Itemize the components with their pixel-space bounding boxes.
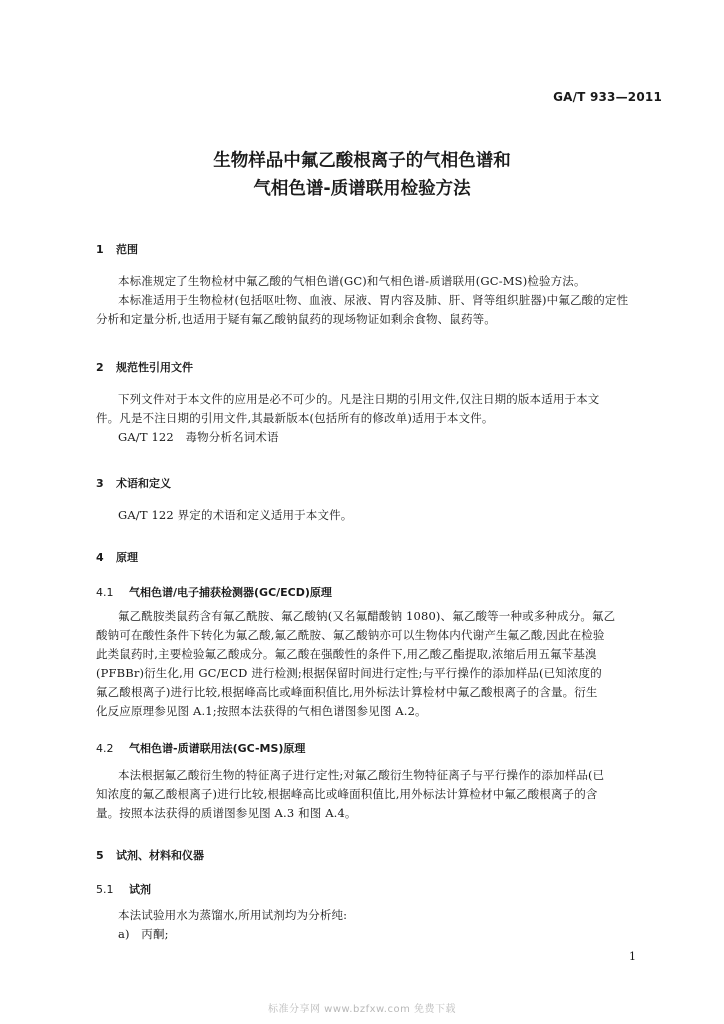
paragraph-line: 酸钠可在酸性条件下转化为氟乙酸,氟乙酰胺、氟乙酸钠亦可以生物体内代谢产生氟乙酸,因此在检验: [96, 628, 605, 642]
watermark-text: 标准分享网 www.bzfxw.com 免费下载: [268, 1004, 456, 1015]
paragraph-line: 本法试验用水为蒸馏水,所用试剂均为分析纯:: [118, 908, 348, 922]
section-4-1-body: [96, 607, 658, 721]
section-1-heading: [96, 241, 138, 257]
section-2-heading: [96, 359, 193, 375]
paragraph-line: 分析和定量分析,也适用于疑有氟乙酸钠鼠药的现场物证如剩余食物、鼠药等。: [96, 312, 496, 326]
section-number: 4: [96, 551, 104, 564]
paragraph-line: 本标准适用于生物检材(包括呕吐物、血液、尿液、胃内容及肺、肝、肾等组织脏器)中氟乙酸的定性: [118, 293, 629, 307]
section-title: 范围: [116, 243, 138, 256]
section-1-body: [96, 272, 658, 329]
paragraph-line: 下列文件对于本文件的应用是必不可少的。凡是注日期的引用文件,仅注日期的版本适用于本文: [118, 392, 600, 406]
section-title: 规范性引用文件: [116, 361, 193, 374]
section-title: 试剂: [129, 883, 151, 896]
section-3-heading: [96, 475, 171, 491]
reference-item: GA/T 122 毒物分析名词术语: [118, 430, 279, 444]
paragraph-line: GA/T 122 界定的术语和定义适用于本文件。: [118, 508, 353, 522]
section-3-body: [96, 506, 658, 525]
standard-number: GA/T 933—2011: [553, 90, 662, 104]
section-title: 气相色谱-质谱联用法(GC-MS)原理: [129, 742, 306, 755]
page-number: 1: [629, 950, 636, 963]
section-4-heading: [96, 549, 138, 565]
document-title-line-1: 生物样品中氟乙酸根离子的气相色谱和: [213, 151, 511, 171]
paragraph-line: 氟乙酸根离子)进行比较,根据峰高比或峰面积值比,用外标法计算检材中氟乙酸根离子的含量。衍生: [96, 685, 598, 699]
section-number: 5.1: [96, 883, 114, 896]
list-item: a) 丙酮;: [118, 927, 169, 941]
section-number: 4.1: [96, 586, 114, 599]
section-5-1-heading: [96, 881, 151, 897]
paragraph-line: 本标准规定了生物检材中氟乙酸的气相色谱(GC)和气相色谱-质谱联用(GC-MS)检验方法。: [118, 274, 586, 288]
section-5-heading: [96, 847, 204, 863]
paragraph-line: 件。凡是不注日期的引用文件,其最新版本(包括所有的修改单)适用于本文件。: [96, 411, 494, 425]
section-4-2-heading: [96, 740, 305, 756]
section-number: 1: [96, 243, 104, 256]
paragraph-line: 本法根据氟乙酸衍生物的特征离子进行定性;对氟乙酸衍生物特征离子与平行操作的添加样品(已: [118, 768, 605, 782]
section-4-2-body: [96, 766, 658, 823]
section-number: 2: [96, 361, 104, 374]
section-number: 5: [96, 849, 104, 862]
document-title-line-2: 气相色谱-质谱联用检验方法: [253, 179, 471, 199]
section-number: 3: [96, 477, 104, 490]
section-4-1-heading: [96, 584, 332, 600]
paragraph-line: 量。按照本法获得的质谱图参见图 A.3 和图 A.4。: [96, 806, 357, 820]
section-title: 原理: [116, 551, 138, 564]
section-5-1-body: [96, 906, 658, 944]
section-2-body: [96, 390, 658, 447]
section-title: 术语和定义: [116, 477, 171, 490]
paragraph-line: 氟乙酰胺类鼠药含有氟乙酰胺、氟乙酸钠(又名氟醋酸钠 1080)、氟乙酸等一种或多种成分。氟乙: [118, 609, 616, 623]
paragraph-line: 化反应原理参见图 A.1;按照本法获得的气相色谱图参见图 A.2。: [96, 704, 427, 718]
section-title: 气相色谱/电子捕获检测器(GC/ECD)原理: [129, 586, 332, 599]
section-title: 试剂、材料和仪器: [116, 849, 204, 862]
paragraph-line: 知浓度的氟乙酸根离子)进行比较,根据峰高比或峰面积值比,用外标法计算检材中氟乙酸根离子的含: [96, 787, 598, 801]
paragraph-line: (PFBBr)衍生化,用 GC/ECD 进行检测;根据保留时间进行定性;与平行操作的添加样品(已知浓度的: [96, 666, 602, 680]
section-number: 4.2: [96, 742, 114, 755]
paragraph-line: 此类鼠药时,主要检验氟乙酸成分。氟乙酸在强酸性的条件下,用乙酸乙酯提取,浓缩后用五氟苄基溴: [96, 647, 597, 661]
